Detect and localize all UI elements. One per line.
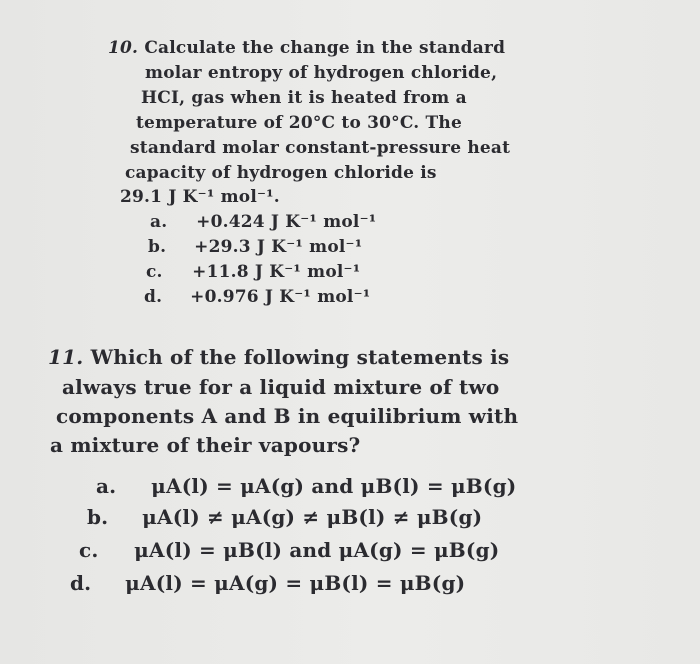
option-text: +0.976 J K⁻¹ mol⁻¹ — [190, 287, 371, 307]
option-letter: c. — [79, 538, 99, 562]
option-letter: c. — [146, 262, 163, 282]
question-11-option-d — [70, 571, 465, 595]
option-text: +29.3 J K⁻¹ mol⁻¹ — [194, 237, 363, 257]
option-text: μA(l) = μA(g) = μB(l) = μB(g) — [125, 571, 466, 595]
question-10-line-5 — [130, 138, 510, 158]
option-letter: b. — [148, 237, 167, 257]
question-11-option-c — [79, 538, 499, 562]
option-text: +0.424 J K⁻¹ mol⁻¹ — [196, 212, 377, 232]
question-11-text-2: always true for a liquid mixture of two — [62, 375, 500, 399]
question-10-text-5: standard molar constant-pressure heat — [130, 138, 511, 158]
question-10-number: 10. — [108, 38, 139, 58]
question-10-option-d — [144, 287, 370, 307]
question-11-text-4: a mixture of their vapours? — [50, 433, 361, 457]
option-letter: d. — [70, 571, 92, 595]
question-10-text-4: temperature of 20°C to 30°C. The — [136, 113, 462, 133]
question-10-line-7 — [120, 187, 280, 207]
question-10-line-6 — [125, 163, 437, 183]
question-10-text-2: molar entropy of hydrogen chloride, — [145, 63, 498, 83]
option-text: μA(l) = μB(l) and μA(g) = μB(g) — [134, 538, 500, 562]
question-11-line-1 — [48, 345, 509, 369]
option-letter: a. — [96, 474, 117, 498]
question-10-line-4 — [136, 113, 462, 133]
question-10-option-b — [148, 237, 362, 257]
question-11-line-4 — [50, 433, 360, 457]
question-11-text-1: Which of the following statements is — [90, 345, 510, 369]
question-10-option-c — [146, 262, 360, 282]
question-10-line-2 — [145, 63, 497, 83]
option-letter: a. — [150, 212, 168, 232]
question-10-text-6: capacity of hydrogen chloride is — [125, 163, 437, 183]
question-11-line-3 — [56, 404, 518, 428]
option-letter: d. — [144, 287, 163, 307]
question-11-number: 11. — [48, 345, 84, 369]
question-10-text-1: Calculate the change in the standard — [144, 38, 506, 58]
option-text: μA(l) = μA(g) and μB(l) = μB(g) — [151, 474, 517, 498]
question-11-option-a — [96, 474, 516, 498]
option-letter: b. — [87, 505, 109, 529]
option-text: +11.8 J K⁻¹ mol⁻¹ — [192, 262, 361, 282]
question-10-line-3 — [141, 88, 467, 108]
option-text: μA(l) ≠ μA(g) ≠ μB(l) ≠ μB(g) — [142, 505, 483, 529]
question-11-text-3: components A and B in equilibrium with — [56, 404, 519, 428]
question-11-line-2 — [62, 375, 499, 399]
question-10-text-3: HCI, gas when it is heated from a — [141, 88, 467, 108]
question-10-text-7: 29.1 J K⁻¹ mol⁻¹. — [120, 187, 280, 207]
question-10-line-1 — [108, 38, 505, 58]
question-11-option-b — [87, 505, 482, 529]
question-10-option-a — [150, 212, 376, 232]
